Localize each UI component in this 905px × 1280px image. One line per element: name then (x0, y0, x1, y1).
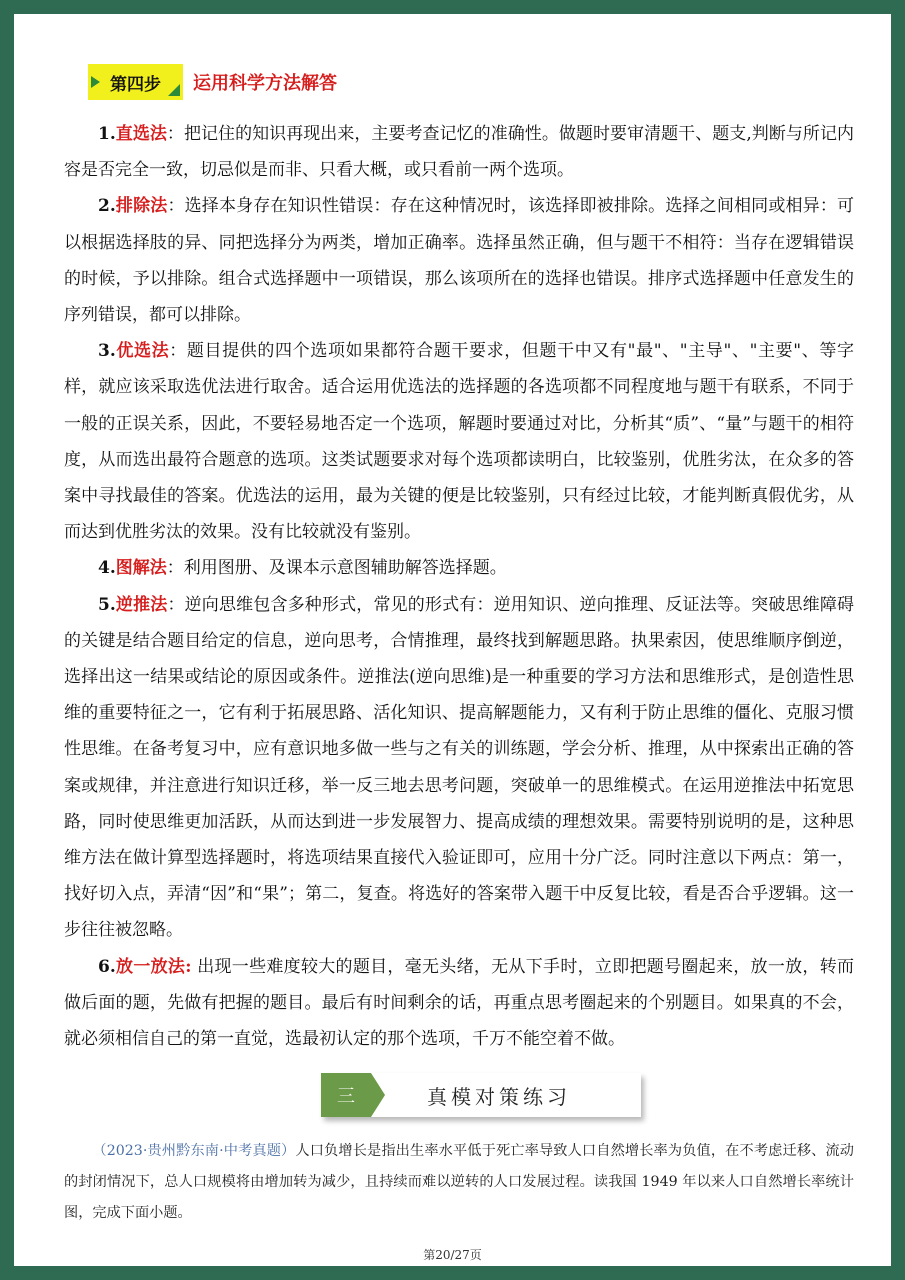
practice-source: （2023·贵州黔东南·中考真题） (92, 1143, 296, 1159)
step-badge (88, 64, 183, 100)
step-title: 运用科学方法解答 (193, 73, 337, 94)
section-title: 真模对策练习 (427, 1084, 571, 1109)
method-name: 直选法 (115, 124, 167, 144)
step-badge-label: 第四步 (110, 74, 161, 95)
method-text: ：利用图册、及课本示意图辅助解答选择题。 (166, 558, 507, 579)
method-name: 优选法 (115, 341, 170, 362)
method-name: 图解法 (115, 558, 167, 579)
document-page (14, 14, 891, 1266)
method-paragraph (64, 587, 854, 949)
method-paragraph (64, 949, 854, 1058)
method-number: 6. (98, 956, 116, 977)
banner-arrow-icon (371, 1073, 385, 1117)
method-paragraph (64, 188, 854, 333)
method-text: ：把记住的知识再现出来，主要考查记忆的准确性。做题时要审清题干、题支,判断与所记内容是否完全一致，切忌似是而非、只看大概，或只看前一两个选项。 (64, 124, 854, 181)
method-paragraph (64, 116, 854, 188)
section-number: 三 (321, 1073, 371, 1117)
method-number: 3. (98, 341, 116, 362)
method-number: 5. (98, 594, 116, 615)
practice-question (64, 1136, 854, 1229)
method-number: 4. (98, 558, 116, 579)
method-text: ：选择本身存在知识性错误：存在这种情况时，该选择即被排除。选择之间相同或相异：可以根据选择肢的异、同把选择分为两类，增加正确率。选择虽然正确，但与题干不相符：当存在逻辑错误的时候，予以排除。组合式选择题中一项错误，那么该项所在的选择也错误。排序式选择题中任意发生的序列错误，都可以排除。 (64, 196, 855, 326)
practice-text: 人口负增长是指出生率水平低于死亡率导致人口自然增长率为负值，在不考虑迁移、流动的封闭情况下，总人口规模将由增加转为减少，且持续而难以逆转的人口发展过程。读我国 1949 年以来人口自然增长率统计图，完成下面小题。 (64, 1143, 854, 1221)
triangle-left-icon (91, 76, 100, 88)
triangle-corner-icon (168, 84, 180, 96)
section-banner (321, 1073, 641, 1117)
method-name: 逆推法 (115, 594, 168, 615)
method-paragraph (64, 550, 854, 586)
practice-paragraph (64, 1136, 854, 1229)
method-number: 2. (98, 196, 116, 217)
method-name: 排除法 (115, 196, 168, 217)
method-text: ：逆向思维包含多种形式，常见的形式有：逆用知识、逆向推理、反证法等。突破思维障碍的关键是结合题目给定的信息，逆向思考，合情推理，最终找到解题思路。执果索因，使思维顺序倒逆，选择出这一结果或结论的原因或条件。逆推法(逆向思维)是一种重要的学习方法和思维形式，是创造性思维的重要特征之一，它有利于拓展思路、活化知识、提高解题能力，又有利于防止思维的僵化、克服习惯性思维。在备考复习中，应有意识地多做一些与之有关的训练题，学会分析、推理，从中探索出正确的答案或规律，并注意进行知识迁移，举一反三地去思考问题，突破单一的思维模式。在运用逆推法中拓宽思路，同时使思维更加活跃，从而达到进一步发展智力、提高成绩的理想效果。需要特别说明的是，这种思维方法在做计算型选择题时，将选项结果直接代入验证即可，应用十分广泛。同时注意以下两点：第一，找好切入点，弄清“因”和“果”；第二，复查。将选好的答案带入题干中反复比较，看是否合乎逻辑。这一步往往被忽略。 (64, 594, 855, 941)
method-text: ：题目提供的四个选项如果都符合题干要求，但题干中又有"最"、"主导"、"主要"、等字样，就应该采取选优法进行取舍。适合运用优选法的选择题的各选项都不同程度地与题干有联系，不同于一般的正误关系，因此，不要轻易地否定一个选项，解题时要通过对比，分析其“质”、“量”与题干的相符度，从而选出最符合题意的选项。这类试题要求对每个选项都读明白，比较鉴别，优胜劣汰，在众多的答案中寻找最佳的答案。优选法的运用，最为关键的便是比较鉴别，只有经过比较，才能判断真假优劣，从而达到优胜劣汰的效果。没有比较就没有鉴别。 (64, 341, 855, 543)
method-paragraph (64, 333, 854, 550)
method-name: 放一放法: (115, 956, 192, 977)
method-text: 出现一些难度较大的题目，毫无头绪，无从下手时，立即把题号圈起来，放一放，转而做后面的题，先做有把握的题目。最后有时间剩余的话，再重点思考圈起来的个别题目。如果真的不会，就必须相信自己的第一直觉，选最初认定的那个选项，千万不能空着不做。 (64, 956, 855, 1050)
step-header (88, 64, 337, 100)
page-number: 第20/27页 (423, 1248, 482, 1262)
method-number: 1. (98, 124, 116, 144)
methods-content (64, 116, 854, 1057)
